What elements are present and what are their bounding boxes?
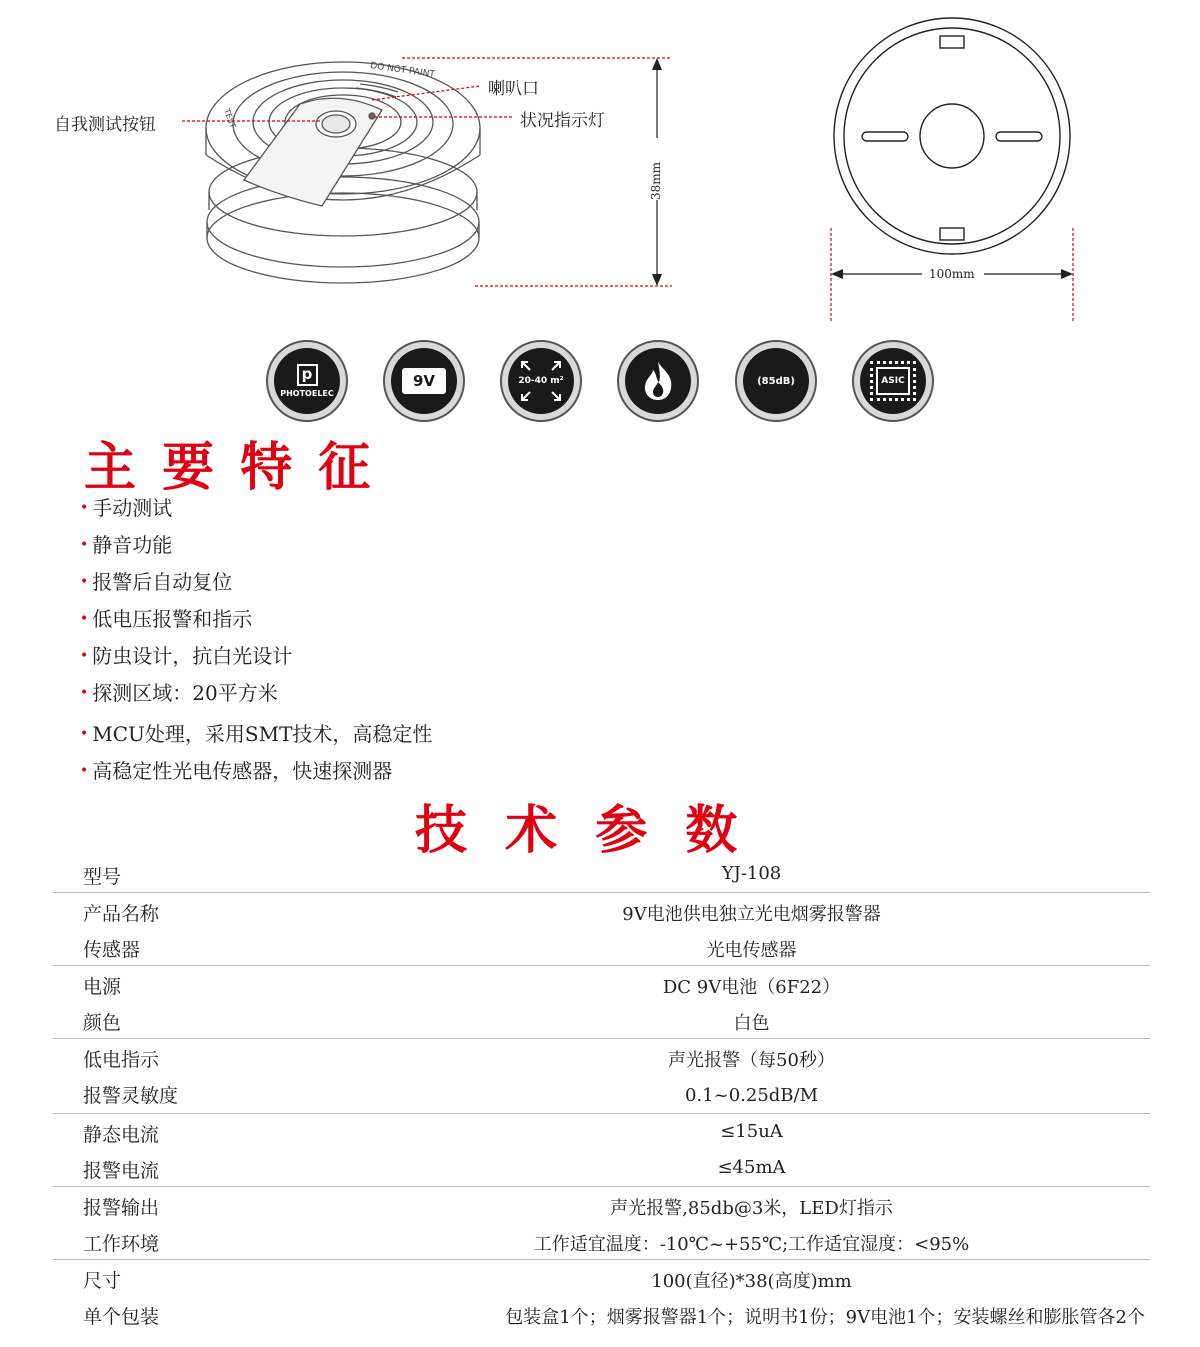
spec-row — [53, 856, 1150, 893]
spec-key: 工作环境 — [83, 1233, 160, 1255]
chip-badge — [852, 340, 934, 422]
spec-value: 光电传感器 — [706, 940, 797, 961]
spec-table — [53, 856, 1150, 1332]
spec-key: 报警输出 — [83, 1197, 160, 1219]
bullet-icon: • — [80, 500, 89, 516]
spec-row — [53, 1187, 1150, 1223]
feature-text: 手动测试 — [92, 496, 173, 520]
chip-icon — [860, 348, 926, 414]
bullet-icon: • — [80, 685, 89, 701]
spec-row — [53, 1223, 1150, 1260]
spec-value: ≤45mA — [717, 1157, 786, 1178]
feature-item — [80, 642, 680, 679]
spec-value: 白色 — [733, 1013, 770, 1034]
product-drawing — [0, 0, 1200, 330]
spec-value: 工作适宜温度：-10℃~+55℃;工作适宜湿度：<95% — [533, 1234, 970, 1255]
callout-speaker: 喇叭口 — [488, 79, 539, 99]
spec-row — [53, 1260, 1150, 1296]
feature-item — [80, 720, 680, 757]
feature-item — [80, 679, 680, 720]
feature-text: MCU处理，采用SMT技术，高稳定性 — [92, 722, 433, 746]
spec-value: YJ-108 — [721, 863, 782, 884]
spec-value: ≤15uA — [720, 1121, 783, 1142]
photoelectric-badge — [266, 340, 348, 422]
bullet-icon: • — [80, 611, 89, 627]
spec-row — [53, 1296, 1150, 1332]
battery-icon — [391, 348, 457, 414]
spec-value: 声光报警（每50秒） — [668, 1050, 835, 1071]
spec-key: 尺寸 — [83, 1270, 122, 1292]
side-view-detector — [206, 62, 480, 283]
width-dimension: 100mm — [929, 267, 975, 281]
photoelectric-icon — [274, 348, 340, 414]
feature-item — [80, 531, 680, 568]
battery-badge — [383, 340, 465, 422]
detector-illustration — [0, 0, 1200, 330]
spec-row — [53, 1075, 1150, 1114]
spec-value: 100(直径)*38(高度)mm — [651, 1271, 852, 1292]
sound-badge — [735, 340, 817, 422]
spec-value: 声光报警,85db@3米，LED灯指示 — [610, 1198, 893, 1219]
callout-status-light: 状况指示灯 — [520, 111, 605, 131]
photoelectric-label: PHOTOELEC — [280, 389, 334, 398]
chip-label: ASIC — [876, 367, 910, 395]
test-text: TEST — [222, 107, 238, 130]
fire-icon — [625, 348, 691, 414]
feature-text: 探测区域：20平方米 — [92, 681, 278, 705]
sound-icon — [743, 348, 809, 414]
spec-key: 产品名称 — [83, 903, 160, 925]
callout-test-button: 自我测试按钮 — [54, 115, 156, 135]
feature-text: 高稳定性光电传感器，快速探测器 — [92, 759, 393, 783]
do-not-paint-text: DO NOT PAINT — [369, 61, 436, 81]
sound-label: (85dB) — [757, 375, 795, 387]
features-list — [80, 494, 680, 794]
spec-row — [53, 929, 1150, 966]
feature-item — [80, 605, 680, 642]
fire-badge — [617, 340, 699, 422]
flame-icon — [635, 358, 681, 404]
spec-key: 电源 — [83, 976, 122, 998]
feature-item — [80, 568, 680, 605]
spec-row — [53, 966, 1150, 1002]
spec-key: 型号 — [83, 866, 122, 888]
bullet-icon: • — [80, 648, 89, 664]
bullet-icon: • — [80, 537, 89, 553]
specs-heading: 技 术 参 数 — [415, 801, 748, 861]
bullet-icon: • — [80, 726, 89, 742]
area-label: 20-40 m² — [518, 376, 564, 386]
area-icon — [508, 348, 574, 414]
battery-label: 9V — [402, 368, 446, 394]
bullet-icon: • — [80, 763, 89, 779]
spec-value: 包装盒1个；烟雾报警器1个；说明书1份；9V电池1个；安装螺丝和膨胀管各2个 — [505, 1307, 1145, 1328]
height-dimension: 38mm — [649, 161, 663, 200]
features-heading: 主 要 特 征 — [84, 438, 375, 498]
spec-row — [53, 1114, 1150, 1150]
spec-row — [53, 893, 1150, 929]
feature-text: 防虫设计，抗白光设计 — [92, 644, 293, 668]
feature-text: 低电压报警和指示 — [92, 607, 253, 631]
feature-text: 报警后自动复位 — [92, 570, 233, 594]
top-view-detector — [834, 18, 1070, 254]
spec-key: 颜色 — [83, 1012, 122, 1034]
spec-key: 报警灵敏度 — [83, 1085, 179, 1107]
spec-row — [53, 1150, 1150, 1187]
spec-value: 0.1~0.25dB/M — [684, 1085, 819, 1106]
bullet-icon: • — [80, 574, 89, 590]
spec-key: 单个包装 — [83, 1306, 160, 1328]
spec-key: 静态电流 — [83, 1124, 160, 1146]
feature-item — [80, 494, 680, 531]
area-badge — [500, 340, 582, 422]
spec-key: 传感器 — [83, 939, 141, 961]
spec-row — [53, 1002, 1150, 1039]
spec-row — [53, 1039, 1150, 1075]
spec-value: DC 9V电池（6F22） — [662, 977, 841, 998]
spec-value: 9V电池供电独立光电烟雾报警器 — [622, 904, 881, 925]
spec-key: 低电指示 — [83, 1049, 160, 1071]
feature-text: 静音功能 — [92, 533, 173, 557]
spec-key: 报警电流 — [83, 1160, 160, 1182]
photoelectric-letter: p — [297, 364, 318, 386]
